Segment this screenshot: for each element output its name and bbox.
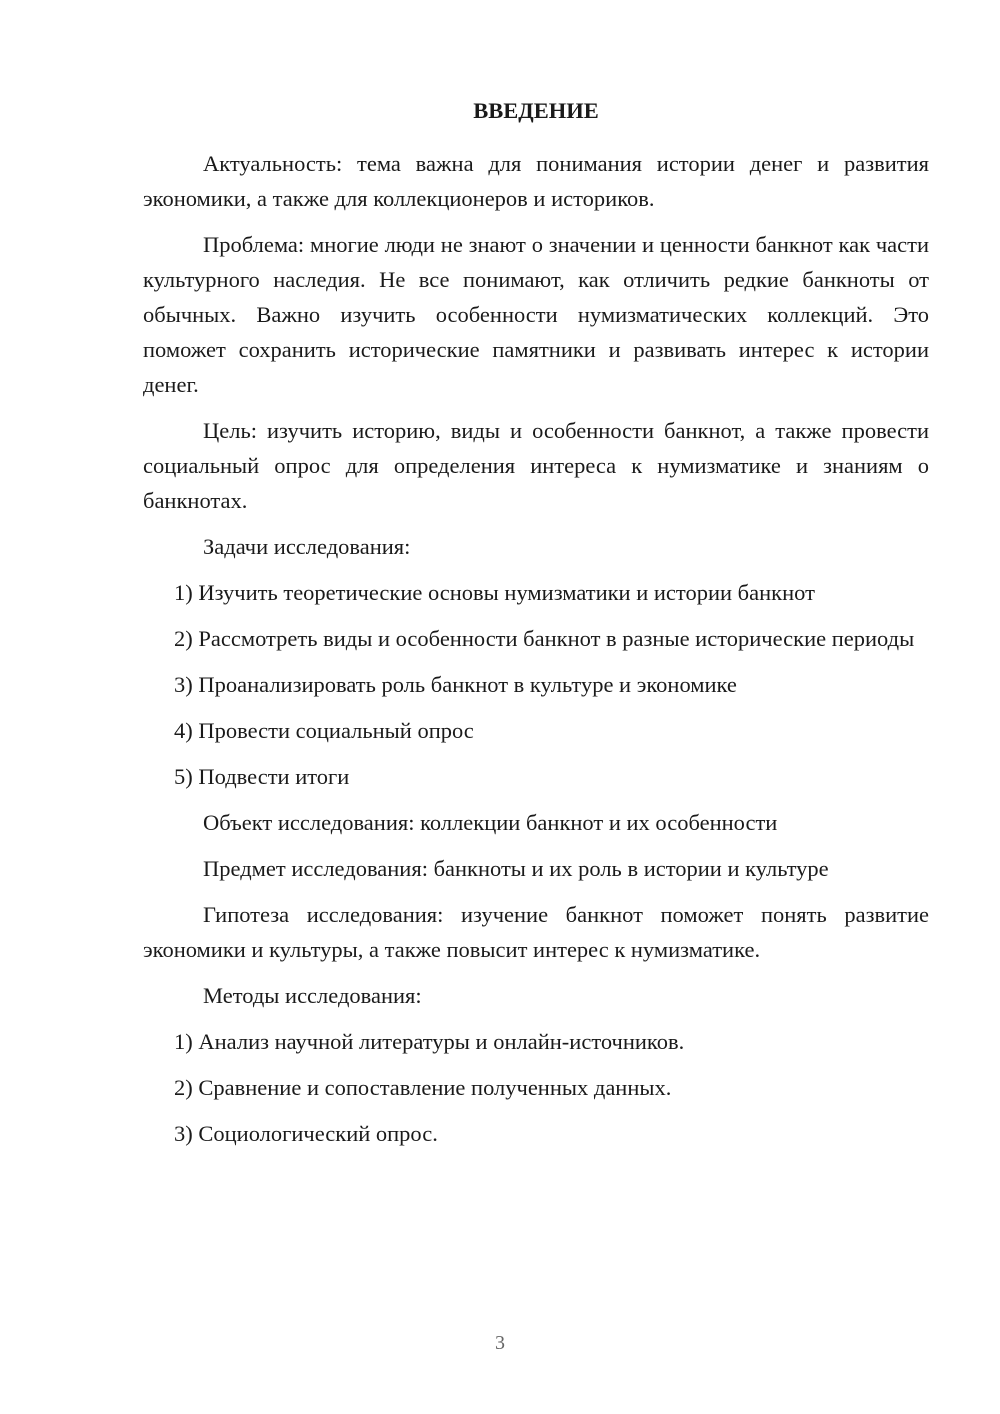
object-paragraph: Объект исследования: коллекции банкнот и их особенности [203, 810, 778, 835]
page-number: 3 [495, 1332, 505, 1354]
method-item: 3) Социологический опрос. [174, 1121, 438, 1146]
goal-paragraph: Цель: изучить историю, виды и особенности банкнот, а также провести социальный опрос для определения интереса к нумизматике и знаниям о банкнотах. [143, 418, 929, 513]
method-item: 1) Анализ научной литературы и онлайн-источников. [174, 1029, 685, 1054]
method-item: 2) Сравнение и сопоставление полученных данных. [174, 1075, 672, 1100]
task-item: 4) Провести социальный опрос [174, 718, 474, 743]
task-item: 1) Изучить теоретические основы нумизматики и истории банкнот [174, 580, 815, 605]
task-item: 5) Подвести итоги [174, 764, 350, 789]
subject-paragraph: Предмет исследования: банкноты и их роль в истории и культуре [203, 856, 829, 881]
methods-heading: Методы исследования: [203, 983, 422, 1008]
task-item: 3) Проанализировать роль банкнот в культуре и экономике [174, 672, 737, 697]
hypothesis-paragraph: Гипотеза исследования: изучение банкнот поможет понять развитие экономики и культуры, а также повысит интерес к нумизматике. [143, 902, 929, 962]
document-page [143, 96, 929, 1162]
tasks-heading: Задачи исследования: [203, 534, 411, 559]
task-item: 2) Рассмотреть виды и особенности банкнот в разные исторические периоды [174, 626, 915, 651]
section-title: ВВЕДЕНИЕ [473, 98, 599, 123]
relevance-paragraph: Актуальность: тема важна для понимания истории денег и развития экономики, а также для коллекционеров и историков. [143, 151, 929, 211]
problem-paragraph: Проблема: многие люди не знают о значении и ценности банкнот как части культурного наследия. Не все понимают, как отличить редкие банкноты от обычных. Важно изучить особенности нумизматических коллекций. Это поможет сохранить исторические памятники и развивать интерес к истории денег. [143, 232, 929, 397]
